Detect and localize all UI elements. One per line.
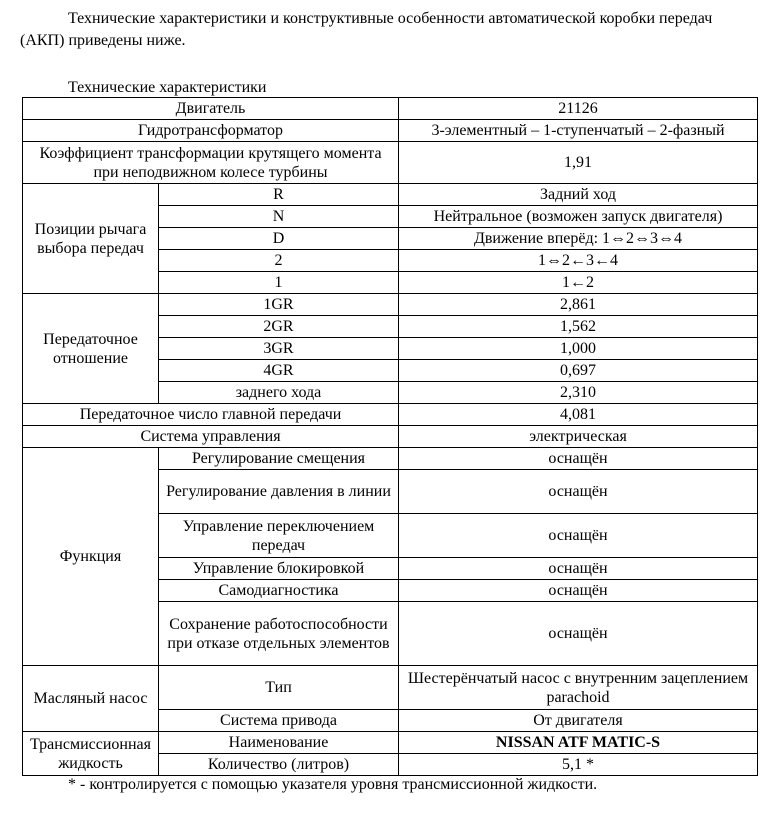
- row-label: Передаточное число главной передачи: [23, 404, 399, 426]
- footnote: * - контролируется с помощью указателя уровня трансмиссионной жидкости.: [68, 776, 598, 793]
- table-row: [23, 666, 758, 710]
- row-value: 3-элементный – 1-ступенчатый – 2-фазный: [399, 120, 758, 142]
- row-value: 21126: [399, 98, 758, 120]
- pump-param-value: От двигателя: [399, 710, 758, 732]
- selector-position: 2: [159, 250, 399, 272]
- function-name: Управление переключением передач: [159, 514, 399, 558]
- table-row: [23, 142, 758, 184]
- gear-name: заднего хода: [159, 382, 399, 404]
- table-row: [23, 448, 758, 470]
- function-value: оснащён: [399, 448, 758, 470]
- table-caption: Технические характеристики: [68, 79, 267, 96]
- intro-paragraph: Технические характеристики и конструктивные особенности автоматической коробки передач (АКП) приведены ниже.: [20, 10, 713, 49]
- function-name: Сохранение работоспособности при отказе отдельных элементов: [159, 602, 399, 666]
- selector-description: Нейтральное (возможен запуск двигателя): [399, 206, 758, 228]
- table-row: [23, 184, 758, 206]
- function-name: Управление блокировкой: [159, 558, 399, 580]
- gear-ratio-value: 1,000: [399, 338, 758, 360]
- function-value: оснащён: [399, 580, 758, 602]
- gear-name: 2GR: [159, 316, 399, 338]
- fluid-param-value: NISSAN ATF MATIC-S: [399, 732, 758, 754]
- function-name: Самодиагностика: [159, 580, 399, 602]
- function-value: оснащён: [399, 558, 758, 580]
- selector-description: Движение вперёд: 1⇔2⇔3⇔4: [399, 228, 758, 250]
- table-row: [23, 732, 758, 754]
- gear-ratio-value: 0,697: [399, 360, 758, 382]
- group-label: Трансмиссионная жидкость: [23, 732, 159, 776]
- row-value: электрическая: [399, 426, 758, 448]
- fluid-param-name: Количество (литров): [159, 754, 399, 776]
- gear-ratio-value: 2,310: [399, 382, 758, 404]
- function-value: оснащён: [399, 514, 758, 558]
- row-label: Система управления: [23, 426, 399, 448]
- function-value: оснащён: [399, 602, 758, 666]
- fluid-param-name: Наименование: [159, 732, 399, 754]
- fluid-param-value: 5,1 *: [399, 754, 758, 776]
- table-row: [23, 294, 758, 316]
- row-value: 4,081: [399, 404, 758, 426]
- selector-position: 1: [159, 272, 399, 294]
- function-name: Регулирование смещения: [159, 448, 399, 470]
- function-name: Регулирование давления в линии: [159, 470, 399, 514]
- table-row: [23, 98, 758, 120]
- table-row: [23, 120, 758, 142]
- gear-name: 1GR: [159, 294, 399, 316]
- group-label: Передаточное отношение: [23, 294, 159, 404]
- pump-param-name: Тип: [159, 666, 399, 710]
- row-label: Двигатель: [23, 98, 399, 120]
- selector-position: N: [159, 206, 399, 228]
- spec-table: [22, 97, 758, 776]
- gear-ratio-value: 1,562: [399, 316, 758, 338]
- function-value: оснащён: [399, 470, 758, 514]
- table-row: [23, 426, 758, 448]
- selector-description: 1←2: [399, 272, 758, 294]
- selector-position: R: [159, 184, 399, 206]
- pump-param-name: Система привода: [159, 710, 399, 732]
- group-label: Масляный насос: [23, 666, 159, 732]
- gear-name: 3GR: [159, 338, 399, 360]
- selector-position: D: [159, 228, 399, 250]
- pump-param-value: Шестерёнчатый насос с внутренним зацеплением parachoid: [399, 666, 758, 710]
- table-row: [23, 404, 758, 426]
- group-label: Позиции рычага выбора передач: [23, 184, 159, 294]
- row-label: Гидротрансформатор: [23, 120, 399, 142]
- row-value: 1,91: [399, 142, 758, 184]
- group-label: Функция: [23, 448, 159, 666]
- selector-description: Задний ход: [399, 184, 758, 206]
- row-label: Коэффициент трансформации крутящего момента при неподвижном колесе турбины: [23, 142, 399, 184]
- gear-name: 4GR: [159, 360, 399, 382]
- selector-description: 1⇔2←3←4: [399, 250, 758, 272]
- gear-ratio-value: 2,861: [399, 294, 758, 316]
